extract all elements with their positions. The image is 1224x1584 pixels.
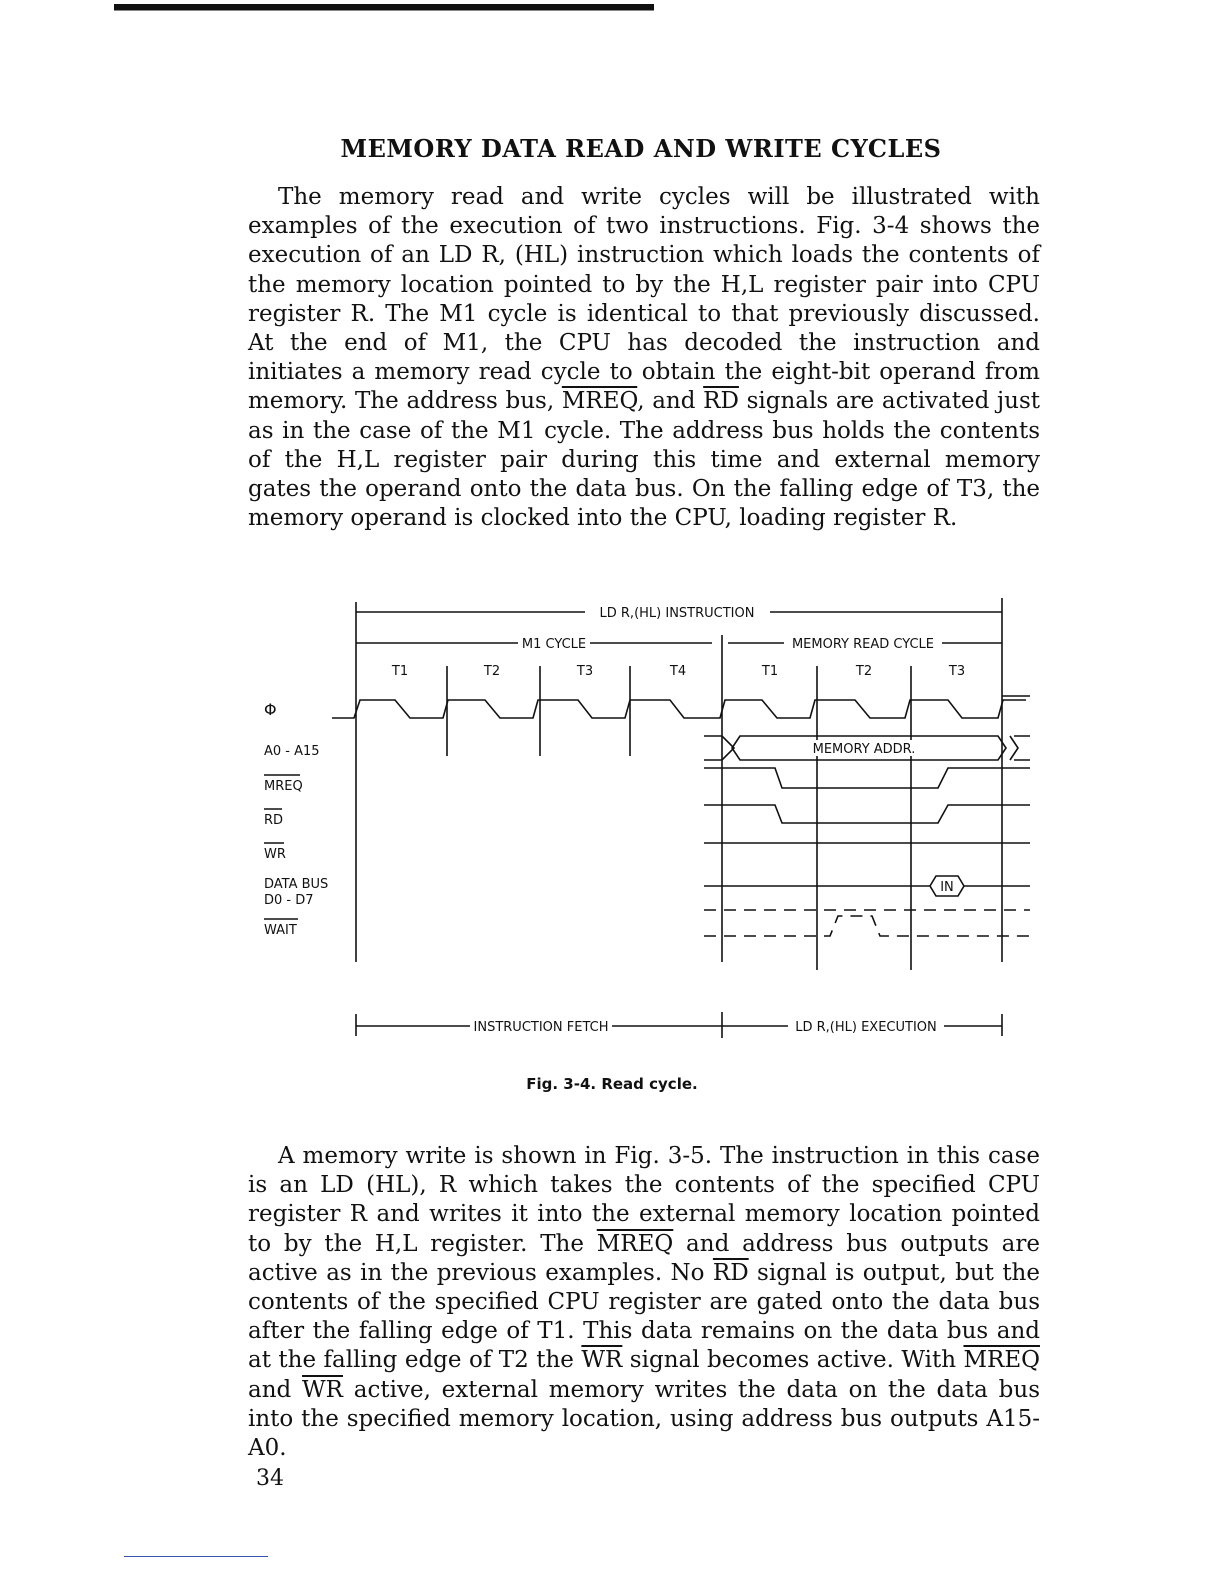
p2-run-rd: $\overline{RD}$ xyxy=(712,1259,749,1286)
execution-label: LD R,(HL) EXECUTION xyxy=(795,1020,937,1035)
address-bus-invalid xyxy=(704,736,734,760)
figure-caption: Fig. 3-4. Read cycle. xyxy=(526,1075,698,1093)
p1-run: , and xyxy=(637,388,704,415)
data-bus-waveform xyxy=(704,876,1030,896)
m1-state-t3: T3 xyxy=(576,664,594,679)
instruction-label: LD R,(HL) INSTRUCTION xyxy=(599,606,755,621)
p2-run-wr: $\overline{WR}$ xyxy=(581,1347,623,1374)
m1-state-t1: T1 xyxy=(391,664,409,679)
p2-run: A memory write is shown in Fig. 3-5. The instruction in this case is an LD (HL), R which takes the contents of the specified CPU register R and writes it into the external memory location pointed to by the H,L register. The xyxy=(248,1143,1040,1257)
p1-run-rd: $\overline{RD}$ xyxy=(703,388,739,415)
p2-run-mreq: MREQ xyxy=(596,1230,674,1257)
p2-run: and xyxy=(248,1376,303,1403)
p1-run: The memory read and write cycles will be illustrated with examples of the execution of two instructions. Fig. 3-4 shows the execution of an LD R, (HL) instruction which loads the contents of the memory location pointed to by the H,L register pair into CPU register R. The M1 cycle is identical to that previously discussed. At the end of M1, the CPU has decoded the instruction and initiates a memory read cycle to obtain the eight-bit operand from memory. The address bus, xyxy=(248,184,1040,415)
data-in-label: IN xyxy=(940,880,954,895)
p2-run-wr: $\overline{WR}$ xyxy=(302,1376,343,1403)
top-rule-thin xyxy=(114,10,654,11)
p1-run-mreq: MREQ xyxy=(561,388,638,415)
page-number: 34 xyxy=(256,1466,284,1491)
signal-label-address: A0 - A15 xyxy=(264,744,320,759)
read-state-t2: T2 xyxy=(855,664,873,679)
signal-label-data-bus: DATA BUS xyxy=(264,877,329,892)
memory-read-cycle-label: MEMORY READ CYCLE xyxy=(791,637,935,652)
mreq-waveform xyxy=(704,768,1030,788)
signal-label-wr: WR xyxy=(264,847,286,862)
signal-label-mreq: MREQ xyxy=(264,779,303,794)
paragraph-1-text xyxy=(248,183,1040,533)
timing-diagram-svg xyxy=(250,590,1050,1060)
p2-run-mreq: MREQ xyxy=(963,1347,1040,1374)
section-heading: MEMORY DATA READ AND WRITE CYCLES xyxy=(340,134,942,163)
p2-run: active, external memory writes the data on the data bus into the specified memory location, using address bus outputs A15-A0. xyxy=(248,1376,1040,1462)
signal-label-d0-d7: D0 - D7 xyxy=(264,893,314,908)
signal-label-wait: WAIT xyxy=(264,923,297,938)
memory-addr-label: MEMORY ADDR. xyxy=(812,742,916,757)
clock-waveform xyxy=(332,700,1026,718)
p2-run: and address bus outputs are active as in the previous examples. No xyxy=(248,1230,1040,1286)
m1-state-t4: T4 xyxy=(669,664,687,679)
bottom-rule xyxy=(124,1556,268,1557)
m1-state-t2: T2 xyxy=(483,664,501,679)
paragraph-write-cycle xyxy=(248,1142,1040,1463)
p2-run: signal becomes active. With xyxy=(622,1347,964,1374)
p1-run: signals are activated just as in the case of the M1 cycle. The address bus holds the contents of the H,L register pair during this time and external memory gates the operand onto the data bus. On the falling edge of T3, the memory operand is clocked into the CPU, loading register R. xyxy=(248,388,1040,532)
paragraph-read-cycle xyxy=(248,183,1040,533)
m1-cycle-label: M1 CYCLE xyxy=(521,637,587,652)
signal-label-rd: RD xyxy=(264,813,284,828)
p2-run: signal is output, but the contents of the specified CPU register are gated onto the data bus after the falling edge of T1. This data remains on the data bus and at the falling edge of T2 the xyxy=(248,1259,1040,1374)
rd-waveform xyxy=(704,805,1030,823)
signal-label-phi: Φ xyxy=(264,700,277,719)
wait-waveform xyxy=(704,916,1030,936)
read-state-t3: T3 xyxy=(948,664,966,679)
instruction-fetch-label: INSTRUCTION FETCH xyxy=(473,1020,609,1035)
read-cycle-timing-diagram xyxy=(250,590,1050,1064)
read-state-t1: T1 xyxy=(761,664,779,679)
address-bus-tail xyxy=(1010,736,1030,760)
paragraph-2-text xyxy=(248,1142,1040,1463)
